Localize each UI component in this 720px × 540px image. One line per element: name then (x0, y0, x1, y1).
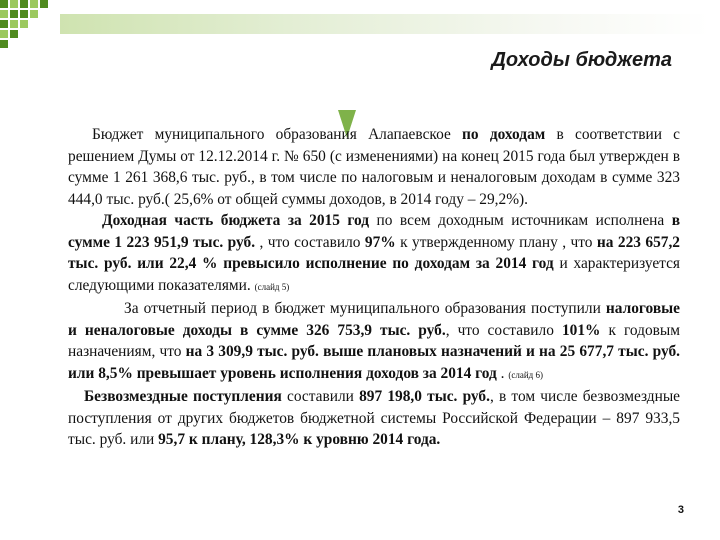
p4-text-1: составили (281, 388, 360, 405)
p3-bold-3: на 3 309,9 тыс. руб. выше плановых назначений и на 25 677,7 тыс. руб. или 8,5% превышает уровень исполнения доходов за 2014 год (68, 343, 680, 382)
p2-text-2: , что составило (255, 233, 365, 251)
p2-text-3: к утвержденному плану , что (395, 233, 597, 251)
paragraph-4 (68, 386, 680, 451)
slide-body (68, 124, 680, 451)
p2-bold-1: Доходная часть бюджета за 2015 год (102, 212, 370, 229)
p4-bold-1: Безвозмездные поступления (84, 388, 282, 405)
p2-text-1: по всем доходным источникам исполнена (369, 212, 672, 229)
p3-text-2: , что составило (445, 321, 562, 339)
p3-bold-2: 101% (561, 321, 601, 339)
p1-bold-1: по доходам (462, 126, 546, 143)
p1-text-1: Бюджет муниципального образования Алапаевское (92, 126, 463, 143)
p1-text-2: в соответствии с решением Думы от 12.12.2014 г. № 650 (с изменениями) на конец 2015 года был утвержден в сумме 1 261 368,6 тыс. руб., в том числе по налоговым и неналоговым доходам в сумме 323 444,0 тыс. руб.( 25,6% от общей суммы доходов, в 2014 году – 29,2%). (68, 126, 681, 208)
p3-text-1: За отчетный период в бюджет муниципального образования поступили (124, 300, 606, 317)
p3-bold-1: налоговые и неналоговые доходы в сумме 326 753,9 тыс. руб. (68, 300, 680, 339)
paragraph-2 (68, 210, 680, 298)
p4-text-2: , в том числе безвозмездные поступления от других бюджетов бюджетной системы Российской Федерации – 897 933,5 тыс. руб. или (68, 388, 681, 448)
paragraph-3 (68, 298, 680, 386)
p2-bold-2: в сумме 1 223 951,9 тыс. руб. (68, 212, 680, 251)
page-number: 3 (677, 504, 684, 516)
green-square-grid-icon (0, 0, 60, 60)
p3-text-4: . (496, 364, 509, 382)
p2-bold-3: 97% (364, 233, 396, 251)
slide-ref-6: (слайд 6) (508, 369, 543, 380)
p2-text-4: и характеризуется следующими показателями. (68, 255, 681, 294)
paragraph-1 (68, 124, 680, 210)
slide-ref-5: (слайд 5) (254, 281, 290, 292)
p4-bold-2: 897 198,0 тыс. руб. (359, 388, 490, 405)
p3-text-3: к годовым назначениям, что (68, 321, 680, 360)
header-gradient-bar (60, 14, 710, 34)
p2-bold-4: на 223 657,2 тыс. руб. или 22,4 % превысило исполнение по доходам за 2014 год (68, 233, 681, 272)
slide-title: Доходы бюджета (491, 49, 672, 71)
p4-bold-3: 95,7 к плану, 128,3% к уровню 2014 года. (158, 431, 441, 448)
